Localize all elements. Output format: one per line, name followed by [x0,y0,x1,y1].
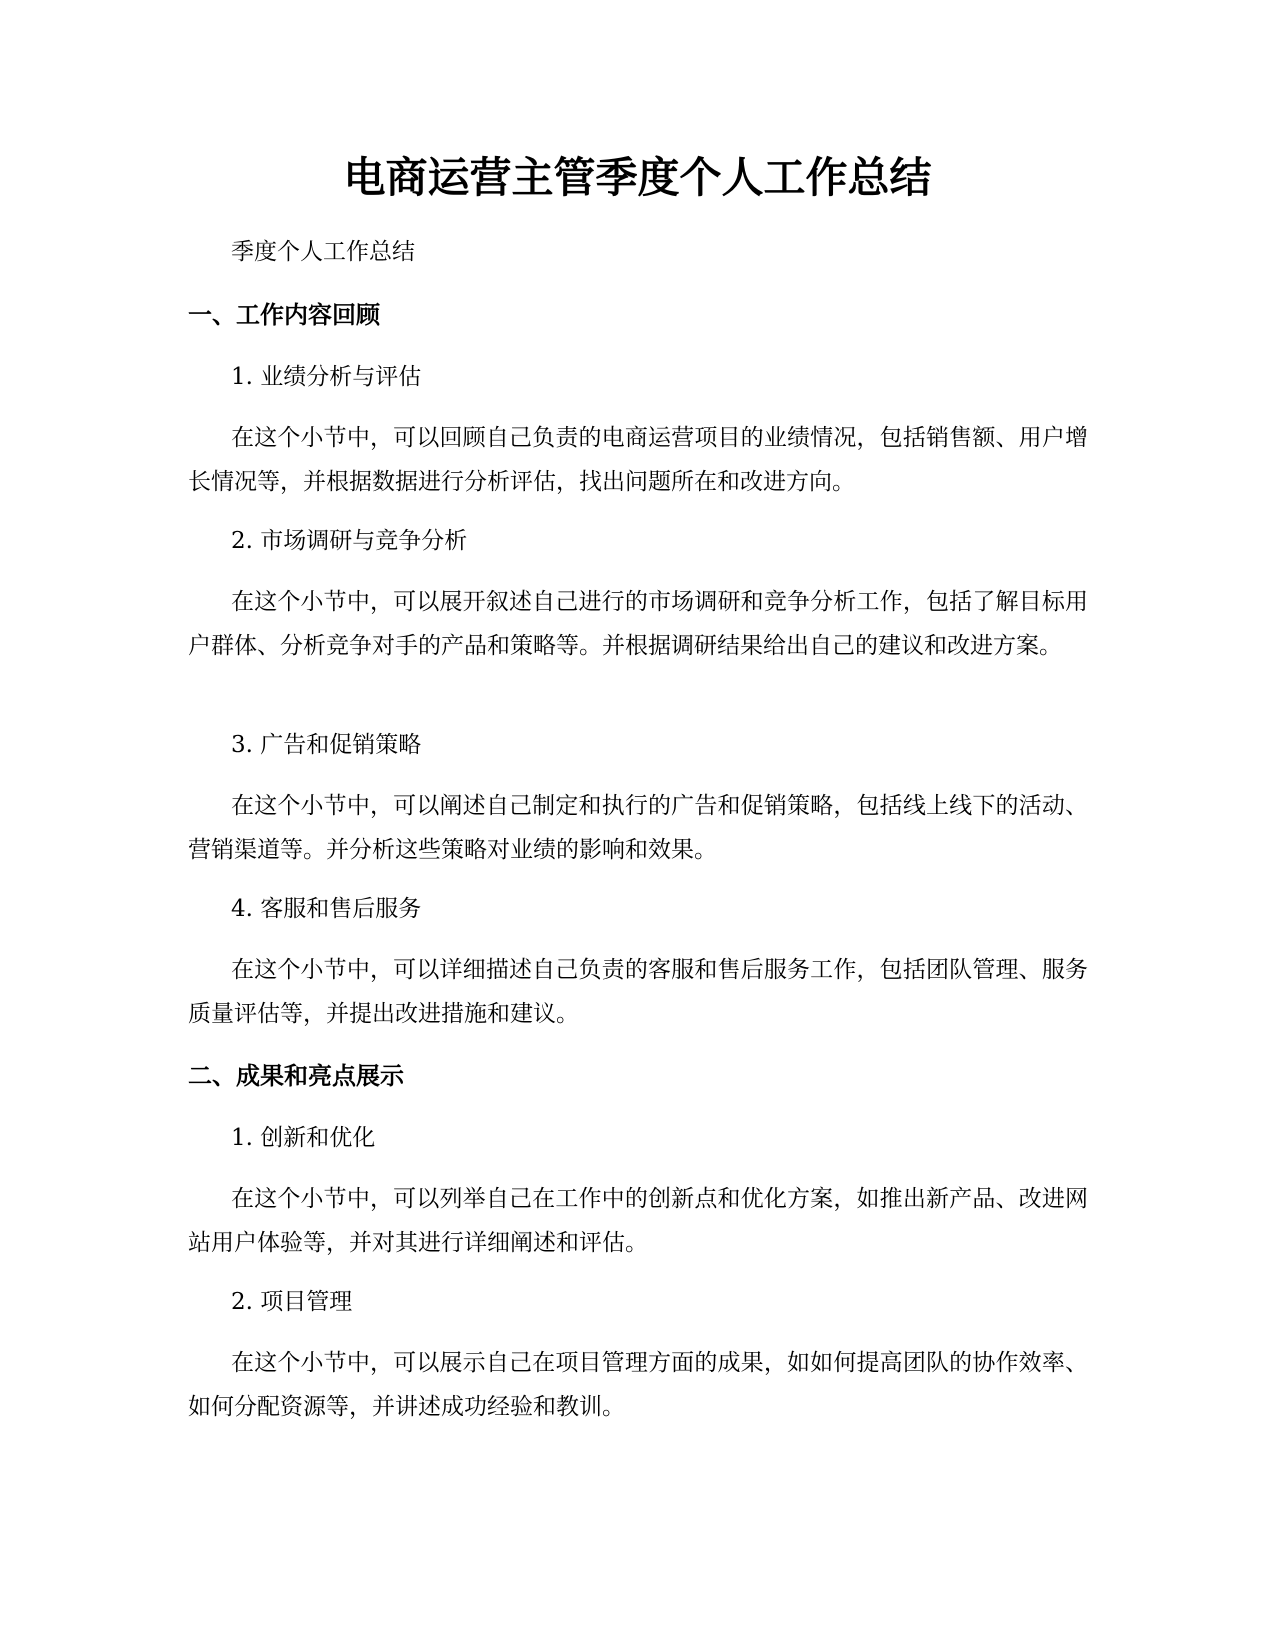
item-text-market-research: 在这个小节中，可以展开叙述自己进行的市场调研和竞争分析工作，包括了解目标用户群体、分析竞争对手的产品和策略等。并根据调研结果给出自己的建议和改进方案。 [188,589,1088,659]
document-subtitle: 季度个人工作总结 [231,239,415,265]
item-label-project-management: 2. 项目管理 [231,1289,353,1315]
section-heading-review: 一、工作内容回顾 [188,301,380,329]
item-text-performance: 在这个小节中，可以回顾自己负责的电商运营项目的业绩情况，包括销售额、用户增长情况等，并根据数据进行分析评估，找出问题所在和改进方向。 [188,425,1088,495]
section-heading-achievements: 二、成果和亮点展示 [188,1062,404,1090]
item-label-performance: 1. 业绩分析与评估 [231,364,422,390]
item-text-advertising: 在这个小节中，可以阐述自己制定和执行的广告和促销策略，包括线上线下的活动、营销渠道等。并分析这些策略对业绩的影响和效果。 [188,793,1088,863]
item-label-market-research: 2. 市场调研与竞争分析 [231,528,468,554]
item-label-customer-service: 4. 客服和售后服务 [231,896,422,922]
item-text-customer-service: 在这个小节中，可以详细描述自己负责的客服和售后服务工作，包括团队管理、服务质量评估等，并提出改进措施和建议。 [188,957,1088,1027]
item-label-advertising: 3. 广告和促销策略 [231,732,422,758]
document-title: 电商运营主管季度个人工作总结 [343,153,932,202]
item-label-innovation: 1. 创新和优化 [231,1125,376,1151]
item-text-innovation: 在这个小节中，可以列举自己在工作中的创新点和优化方案，如推出新产品、改进网站用户体验等，并对其进行详细阐述和评估。 [188,1186,1088,1256]
item-text-project-management: 在这个小节中，可以展示自己在项目管理方面的成果，如如何提高团队的协作效率、如何分配资源等，并讲述成功经验和教训。 [188,1350,1088,1420]
